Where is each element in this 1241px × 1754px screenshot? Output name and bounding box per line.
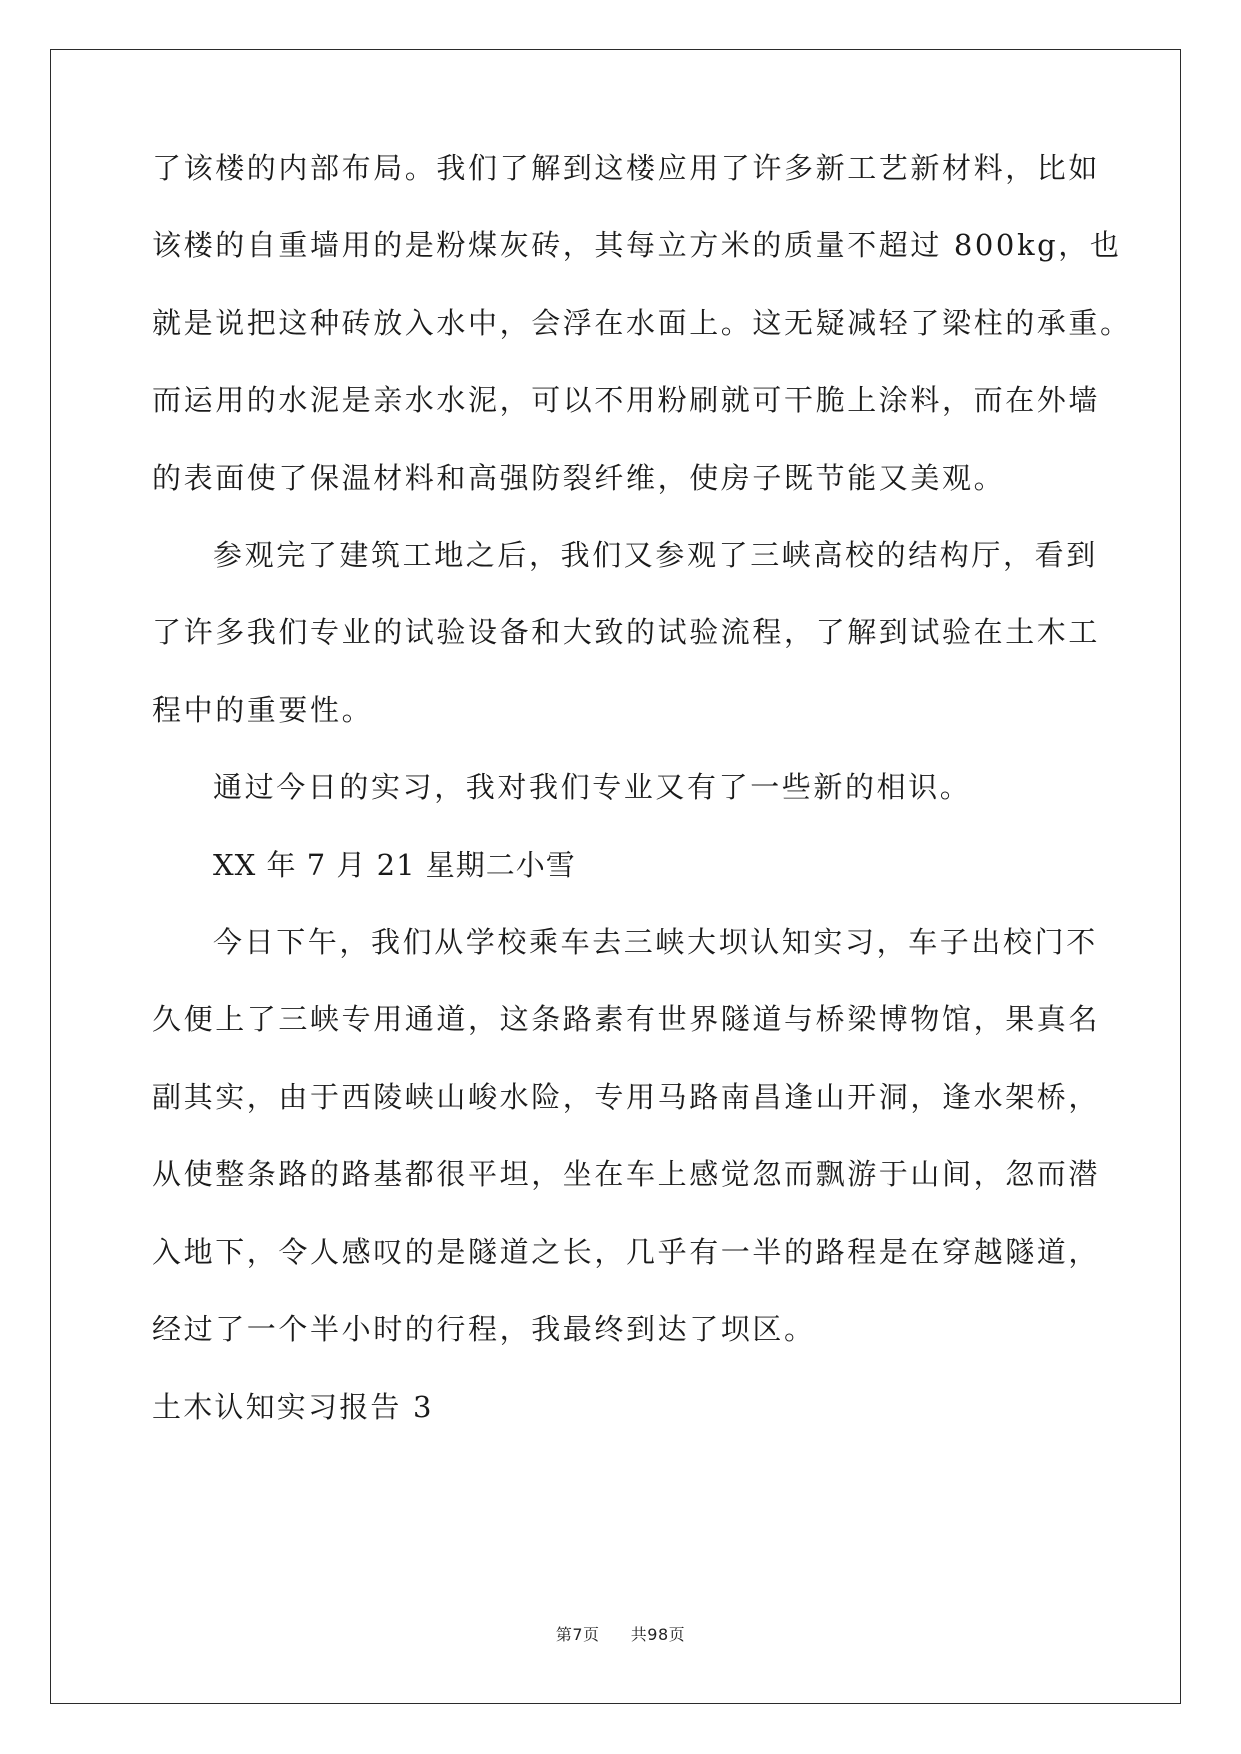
- text-line: 今日下午，我们从学校乘车去三峡大坝认知实习，车子出校门不: [213, 925, 1098, 959]
- text-line: 了许多我们专业的试验设备和大致的试验流程，了解到试验在土木工: [152, 615, 1101, 649]
- text-line: 入地下，令人感叹的是隧道之长，几乎有一半的路程是在穿越隧道，: [152, 1235, 1101, 1269]
- text-line: 了该楼的内部布局。我们了解到这楼应用了许多新工艺新材料，比如: [152, 151, 1101, 185]
- page-footer: [0, 1622, 1241, 1645]
- page-number: 7: [572, 1625, 584, 1644]
- text-line: 副其实，由于西陵峡山峻水险，专用马路南昌逢山开洞，逢水架桥，: [152, 1080, 1101, 1114]
- text-line: 就是说把这种砖放入水中，会浮在水面上。这无疑减轻了梁柱的承重。: [152, 306, 1132, 340]
- page-label-suffix: 页: [583, 1625, 600, 1644]
- text-line: 而运用的水泥是亲水水泥，可以不用粉刷就可干脆上涂料，而在外墙: [152, 383, 1101, 417]
- text-line: 通过今日的实习，我对我们专业又有了一些新的相识。: [213, 770, 972, 804]
- page-label-prefix: 第: [555, 1625, 573, 1644]
- total-label-suffix: 页: [668, 1625, 686, 1644]
- text-line: 程中的重要性。: [152, 693, 374, 727]
- section-heading: 土木认知实习报告 3: [152, 1390, 434, 1424]
- text-line: 的表面使了保温材料和高强防裂纤维，使房子既节能又美观。: [152, 461, 1006, 495]
- text-line: 久便上了三峡专用通道，这条路素有世界隧道与桥梁博物馆，果真名: [152, 1002, 1101, 1036]
- date-line: XX 年 7 月 21 星期二小雪: [213, 848, 576, 882]
- text-line: 经过了一个半小时的行程，我最终到达了坝区。: [152, 1312, 816, 1346]
- total-label-prefix: 共: [630, 1625, 648, 1644]
- total-pages: 98: [647, 1625, 669, 1644]
- text-line: 该楼的自重墙用的是粉煤灰砖，其每立方米的质量不超过 800kg，也: [152, 228, 1122, 262]
- text-line: 从使整条路的路基都很平坦，坐在车上感觉忽而飘游于山间，忽而潜: [152, 1157, 1101, 1191]
- text-line: 参观完了建筑工地之后，我们又参观了三峡高校的结构厅，看到: [213, 538, 1098, 572]
